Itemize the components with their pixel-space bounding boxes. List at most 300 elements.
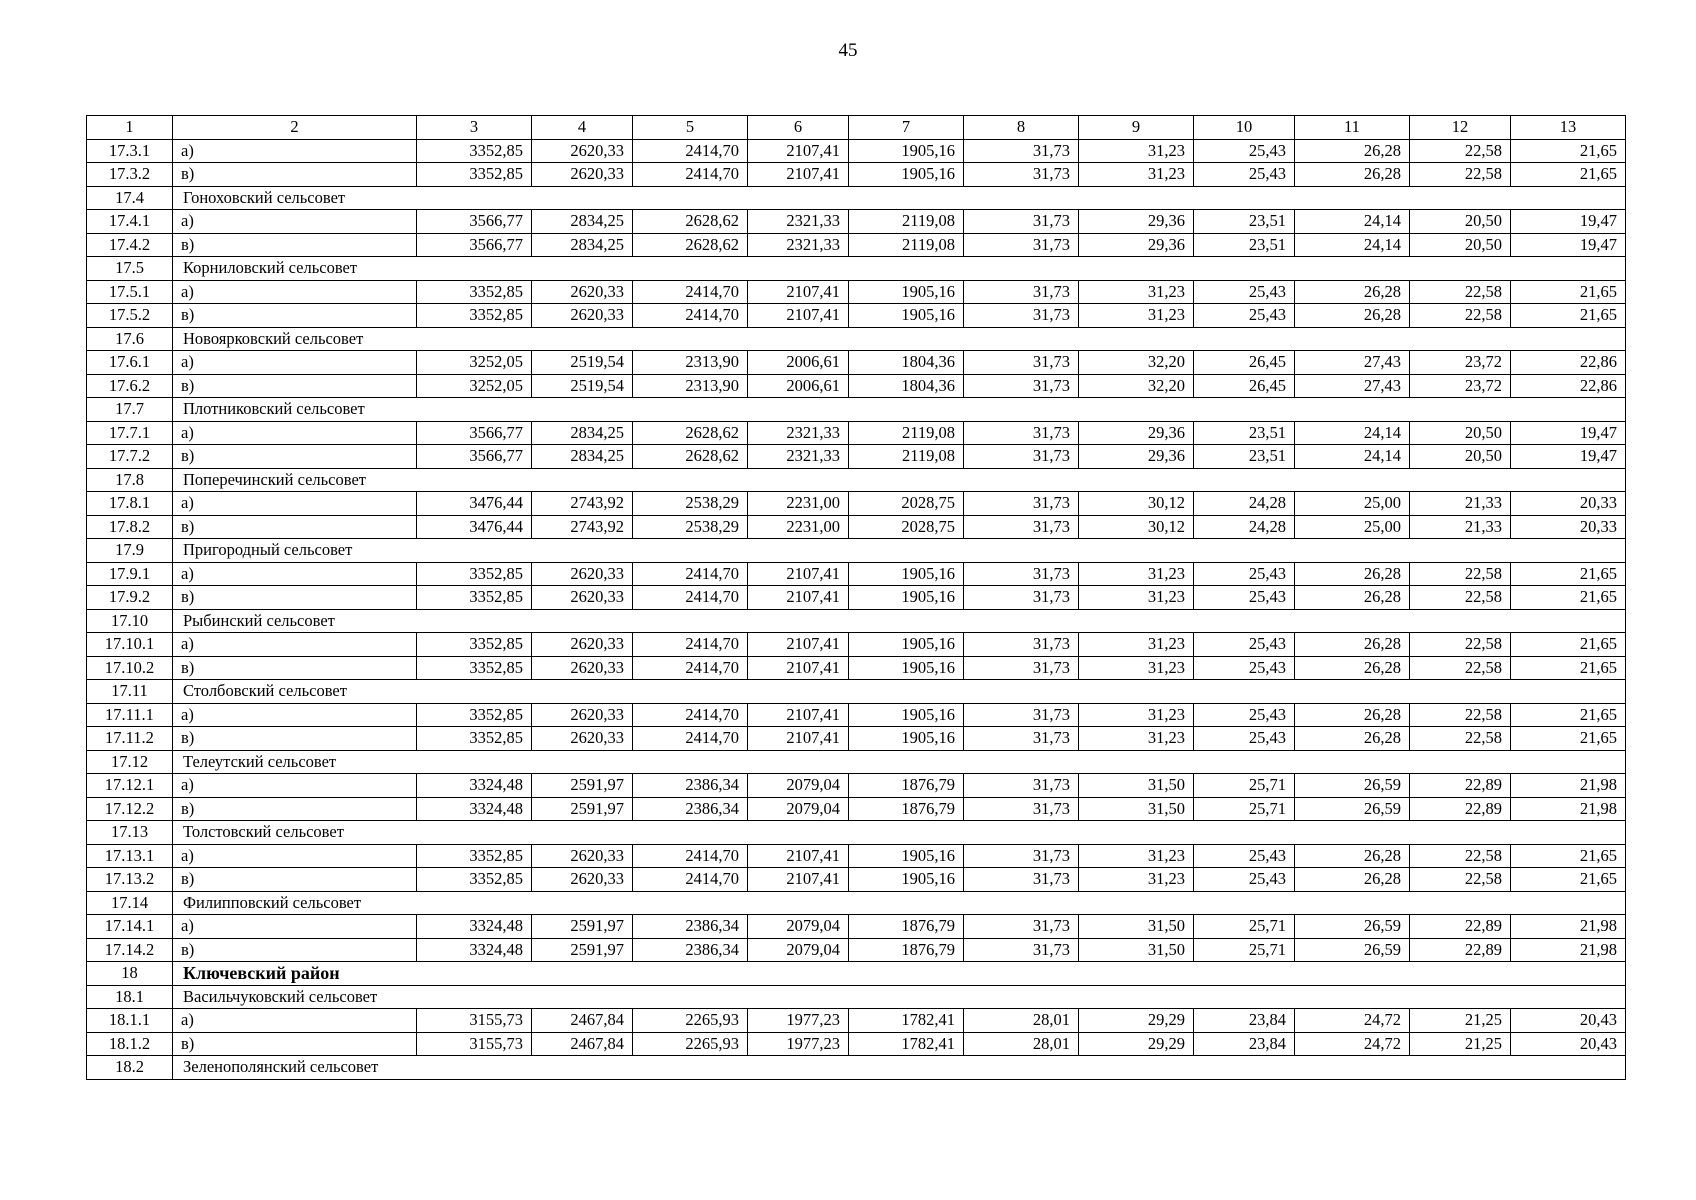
- section-title: Гоноховский сельсовет: [173, 186, 1626, 210]
- row-code: 17.4.1: [87, 210, 173, 234]
- table-cell: 26,28: [1295, 868, 1410, 892]
- table-cell: 2107,41: [748, 727, 849, 751]
- table-cell: 20,50: [1410, 233, 1511, 257]
- column-header: 9: [1079, 116, 1194, 140]
- table-cell: 3566,77: [417, 210, 532, 234]
- section-row: [87, 257, 1626, 281]
- table-cell: 25,43: [1194, 633, 1295, 657]
- row-label: а): [173, 562, 417, 586]
- section-title: Корниловский сельсовет: [173, 257, 1626, 281]
- table-cell: 1905,16: [849, 868, 964, 892]
- table-row: [87, 703, 1626, 727]
- table-cell: 3352,85: [417, 562, 532, 586]
- table-cell: 31,73: [964, 703, 1079, 727]
- table-cell: 21,65: [1511, 727, 1626, 751]
- column-header: 10: [1194, 116, 1295, 140]
- table-row: [87, 280, 1626, 304]
- table-cell: 2386,34: [633, 774, 748, 798]
- table-cell: 3352,85: [417, 163, 532, 187]
- table-cell: 2519,54: [532, 374, 633, 398]
- table-cell: 2313,90: [633, 351, 748, 375]
- row-label: в): [173, 797, 417, 821]
- row-code: 17.10.2: [87, 656, 173, 680]
- table-cell: 2107,41: [748, 304, 849, 328]
- table-cell: 20,50: [1410, 421, 1511, 445]
- table-body: [87, 116, 1626, 1080]
- table-cell: 31,73: [964, 915, 1079, 939]
- table-cell: 2591,97: [532, 797, 633, 821]
- table-cell: 2119,08: [849, 233, 964, 257]
- table-cell: 22,58: [1410, 656, 1511, 680]
- row-label: а): [173, 139, 417, 163]
- table-cell: 3252,05: [417, 374, 532, 398]
- table-cell: 2591,97: [532, 938, 633, 962]
- table-cell: 24,14: [1295, 445, 1410, 469]
- table-cell: 2414,70: [633, 656, 748, 680]
- table-row: [87, 304, 1626, 328]
- table-cell: 31,50: [1079, 938, 1194, 962]
- table-cell: 2620,33: [532, 304, 633, 328]
- row-code: 17.10: [87, 609, 173, 633]
- section-row: [87, 609, 1626, 633]
- table-cell: 1782,41: [849, 1032, 964, 1056]
- table-cell: 2414,70: [633, 727, 748, 751]
- table-cell: 19,47: [1511, 445, 1626, 469]
- table-cell: 31,73: [964, 797, 1079, 821]
- section-title: Столбовский сельсовет: [173, 680, 1626, 704]
- table-cell: 3352,85: [417, 703, 532, 727]
- table-cell: 22,89: [1410, 938, 1511, 962]
- table-cell: 31,23: [1079, 562, 1194, 586]
- table-cell: 20,33: [1511, 515, 1626, 539]
- table-cell: 22,58: [1410, 844, 1511, 868]
- table-cell: 2620,33: [532, 633, 633, 657]
- table-cell: 31,23: [1079, 586, 1194, 610]
- section-row: [87, 821, 1626, 845]
- table-cell: 2414,70: [633, 586, 748, 610]
- table-cell: 31,23: [1079, 139, 1194, 163]
- table-cell: 21,33: [1410, 515, 1511, 539]
- table-cell: 26,28: [1295, 727, 1410, 751]
- table-cell: 23,51: [1194, 445, 1295, 469]
- table-cell: 31,73: [964, 844, 1079, 868]
- section-title: Телеутский сельсовет: [173, 750, 1626, 774]
- table-cell: 25,43: [1194, 844, 1295, 868]
- table-cell: 1905,16: [849, 163, 964, 187]
- row-label: в): [173, 868, 417, 892]
- table-cell: 1905,16: [849, 562, 964, 586]
- section-row: [87, 327, 1626, 351]
- section-row: [87, 891, 1626, 915]
- table-cell: 31,23: [1079, 703, 1194, 727]
- table-cell: 1905,16: [849, 703, 964, 727]
- table-row: [87, 844, 1626, 868]
- row-label: а): [173, 1009, 417, 1033]
- table-cell: 3352,85: [417, 656, 532, 680]
- table-cell: 3324,48: [417, 915, 532, 939]
- row-code: 17.7: [87, 398, 173, 422]
- row-code: 17.14: [87, 891, 173, 915]
- table-row: [87, 445, 1626, 469]
- table-cell: 31,23: [1079, 656, 1194, 680]
- table-cell: 1876,79: [849, 797, 964, 821]
- table-cell: 23,84: [1194, 1009, 1295, 1033]
- table-row: [87, 492, 1626, 516]
- table-cell: 31,23: [1079, 280, 1194, 304]
- section-row: [87, 985, 1626, 1009]
- row-code: 17.7.1: [87, 421, 173, 445]
- table-cell: 31,23: [1079, 163, 1194, 187]
- table-row: [87, 586, 1626, 610]
- table-cell: 3566,77: [417, 233, 532, 257]
- table-cell: 2107,41: [748, 562, 849, 586]
- column-header: 4: [532, 116, 633, 140]
- table-cell: 1905,16: [849, 586, 964, 610]
- table-cell: 2107,41: [748, 633, 849, 657]
- section-row: [87, 1056, 1626, 1080]
- row-code: 17.13.1: [87, 844, 173, 868]
- table-cell: 3324,48: [417, 774, 532, 798]
- table-cell: 22,58: [1410, 868, 1511, 892]
- table-cell: 2591,97: [532, 774, 633, 798]
- table-row: [87, 374, 1626, 398]
- row-code: 17.4.2: [87, 233, 173, 257]
- table-cell: 31,23: [1079, 727, 1194, 751]
- table-row: [87, 515, 1626, 539]
- table-cell: 21,65: [1511, 868, 1626, 892]
- table-cell: 20,43: [1511, 1009, 1626, 1033]
- table-cell: 3476,44: [417, 515, 532, 539]
- table-cell: 26,59: [1295, 938, 1410, 962]
- table-cell: 2834,25: [532, 233, 633, 257]
- table-cell: 3252,05: [417, 351, 532, 375]
- table-cell: 22,58: [1410, 633, 1511, 657]
- table-row: [87, 1009, 1626, 1033]
- header-row: [87, 116, 1626, 140]
- table-cell: 31,73: [964, 492, 1079, 516]
- table-cell: 1905,16: [849, 844, 964, 868]
- table-cell: 27,43: [1295, 374, 1410, 398]
- table-cell: 21,65: [1511, 703, 1626, 727]
- table-cell: 25,43: [1194, 280, 1295, 304]
- row-label: а): [173, 210, 417, 234]
- row-label: в): [173, 586, 417, 610]
- table-cell: 2620,33: [532, 868, 633, 892]
- table-cell: 26,28: [1295, 633, 1410, 657]
- table-cell: 31,73: [964, 586, 1079, 610]
- table-cell: 24,72: [1295, 1032, 1410, 1056]
- table-cell: 2743,92: [532, 492, 633, 516]
- table-cell: 32,20: [1079, 374, 1194, 398]
- table-cell: 1905,16: [849, 633, 964, 657]
- table-cell: 2079,04: [748, 915, 849, 939]
- table-row: [87, 774, 1626, 798]
- table-cell: 1876,79: [849, 938, 964, 962]
- table-cell: 2628,62: [633, 233, 748, 257]
- table-cell: 24,28: [1194, 515, 1295, 539]
- table-cell: 19,47: [1511, 210, 1626, 234]
- tariff-table: [86, 115, 1626, 1080]
- table-cell: 26,28: [1295, 562, 1410, 586]
- table-cell: 22,89: [1410, 797, 1511, 821]
- table-cell: 2620,33: [532, 703, 633, 727]
- row-label: в): [173, 515, 417, 539]
- table-cell: 2538,29: [633, 515, 748, 539]
- table-cell: 31,73: [964, 139, 1079, 163]
- table-cell: 1977,23: [748, 1009, 849, 1033]
- table-cell: 25,43: [1194, 656, 1295, 680]
- column-header: 6: [748, 116, 849, 140]
- table-cell: 3352,85: [417, 139, 532, 163]
- table-cell: 1876,79: [849, 915, 964, 939]
- table-cell: 25,43: [1194, 727, 1295, 751]
- table-cell: 2414,70: [633, 562, 748, 586]
- table-cell: 29,36: [1079, 421, 1194, 445]
- table-cell: 2006,61: [748, 351, 849, 375]
- table-cell: 23,51: [1194, 210, 1295, 234]
- table-cell: 30,12: [1079, 492, 1194, 516]
- table-cell: 22,58: [1410, 586, 1511, 610]
- row-label: в): [173, 727, 417, 751]
- table-cell: 21,65: [1511, 562, 1626, 586]
- table-cell: 2620,33: [532, 280, 633, 304]
- table-cell: 22,86: [1511, 351, 1626, 375]
- table-cell: 2620,33: [532, 656, 633, 680]
- row-label: а): [173, 703, 417, 727]
- table-cell: 21,25: [1410, 1032, 1511, 1056]
- table-cell: 2414,70: [633, 844, 748, 868]
- table-cell: 24,28: [1194, 492, 1295, 516]
- table-cell: 31,73: [964, 163, 1079, 187]
- table-cell: 23,84: [1194, 1032, 1295, 1056]
- table-cell: 25,71: [1194, 797, 1295, 821]
- table-cell: 25,43: [1194, 139, 1295, 163]
- table-cell: 29,36: [1079, 233, 1194, 257]
- table-cell: 2119,08: [849, 210, 964, 234]
- table-cell: 25,71: [1194, 938, 1295, 962]
- row-code: 17.10.1: [87, 633, 173, 657]
- table-cell: 2628,62: [633, 421, 748, 445]
- row-code: 17.9: [87, 539, 173, 563]
- row-label: в): [173, 938, 417, 962]
- table-cell: 2467,84: [532, 1032, 633, 1056]
- row-code: 17.3.1: [87, 139, 173, 163]
- table-cell: 22,89: [1410, 774, 1511, 798]
- table-cell: 1905,16: [849, 280, 964, 304]
- table-cell: 3324,48: [417, 797, 532, 821]
- table-cell: 26,28: [1295, 586, 1410, 610]
- table-cell: 2028,75: [849, 492, 964, 516]
- table-cell: 2321,33: [748, 445, 849, 469]
- table-cell: 2414,70: [633, 868, 748, 892]
- table-cell: 22,58: [1410, 163, 1511, 187]
- row-label: а): [173, 492, 417, 516]
- table-cell: 23,51: [1194, 233, 1295, 257]
- table-cell: 24,14: [1295, 210, 1410, 234]
- column-header: 12: [1410, 116, 1511, 140]
- table-cell: 22,89: [1410, 915, 1511, 939]
- table-cell: 2079,04: [748, 774, 849, 798]
- table-cell: 20,43: [1511, 1032, 1626, 1056]
- row-code: 18: [87, 962, 173, 986]
- table-cell: 1804,36: [849, 374, 964, 398]
- table-cell: 22,58: [1410, 703, 1511, 727]
- table-cell: 28,01: [964, 1032, 1079, 1056]
- table-row: [87, 139, 1626, 163]
- table-cell: 31,23: [1079, 844, 1194, 868]
- table-cell: 2414,70: [633, 703, 748, 727]
- table-cell: 2414,70: [633, 280, 748, 304]
- table-cell: 26,28: [1295, 139, 1410, 163]
- section-title: Плотниковский сельсовет: [173, 398, 1626, 422]
- section-title: Новоярковский сельсовет: [173, 327, 1626, 351]
- table-cell: 23,72: [1410, 351, 1511, 375]
- table-cell: 20,50: [1410, 210, 1511, 234]
- row-code: 17.9.1: [87, 562, 173, 586]
- table-cell: 2467,84: [532, 1009, 633, 1033]
- table-cell: 31,23: [1079, 868, 1194, 892]
- table-cell: 31,50: [1079, 797, 1194, 821]
- table-cell: 25,43: [1194, 562, 1295, 586]
- row-code: 17.12.1: [87, 774, 173, 798]
- table-cell: 2620,33: [532, 139, 633, 163]
- table-cell: 31,23: [1079, 304, 1194, 328]
- table-cell: 25,00: [1295, 515, 1410, 539]
- column-header: 3: [417, 116, 532, 140]
- table-cell: 24,14: [1295, 421, 1410, 445]
- table-row: [87, 562, 1626, 586]
- table-cell: 21,98: [1511, 774, 1626, 798]
- table-cell: 22,58: [1410, 562, 1511, 586]
- table-row: [87, 797, 1626, 821]
- row-code: 17.13.2: [87, 868, 173, 892]
- table-cell: 2743,92: [532, 515, 633, 539]
- row-label: в): [173, 1032, 417, 1056]
- section-title: Поперечинский сельсовет: [173, 468, 1626, 492]
- table-cell: 31,73: [964, 351, 1079, 375]
- table-cell: 2386,34: [633, 938, 748, 962]
- row-label: а): [173, 351, 417, 375]
- section-title: Филипповский сельсовет: [173, 891, 1626, 915]
- table-cell: 2265,93: [633, 1009, 748, 1033]
- table-cell: 25,71: [1194, 915, 1295, 939]
- table-cell: 2386,34: [633, 915, 748, 939]
- table-cell: 29,29: [1079, 1032, 1194, 1056]
- table-cell: 31,73: [964, 210, 1079, 234]
- table-cell: 26,59: [1295, 915, 1410, 939]
- row-code: 17.8.2: [87, 515, 173, 539]
- table-cell: 22,86: [1511, 374, 1626, 398]
- table-cell: 2231,00: [748, 515, 849, 539]
- column-header: 11: [1295, 116, 1410, 140]
- table-cell: 25,43: [1194, 868, 1295, 892]
- table-cell: 3155,73: [417, 1032, 532, 1056]
- table-cell: 29,36: [1079, 210, 1194, 234]
- table-cell: 31,73: [964, 868, 1079, 892]
- row-code: 17.8.1: [87, 492, 173, 516]
- table-cell: 31,73: [964, 562, 1079, 586]
- table-cell: 3566,77: [417, 445, 532, 469]
- table-cell: 20,33: [1511, 492, 1626, 516]
- table-cell: 31,73: [964, 374, 1079, 398]
- column-header: 2: [173, 116, 417, 140]
- table-cell: 21,65: [1511, 139, 1626, 163]
- row-code: 17.11.1: [87, 703, 173, 727]
- row-code: 17.6.2: [87, 374, 173, 398]
- row-code: 18.1.1: [87, 1009, 173, 1033]
- table-cell: 2265,93: [633, 1032, 748, 1056]
- table-cell: 25,43: [1194, 586, 1295, 610]
- table-cell: 2107,41: [748, 139, 849, 163]
- table-row: [87, 233, 1626, 257]
- row-code: 17.5.1: [87, 280, 173, 304]
- row-code: 17.13: [87, 821, 173, 845]
- table-cell: 2620,33: [532, 727, 633, 751]
- table-cell: 1905,16: [849, 727, 964, 751]
- section-title: Рыбинский сельсовет: [173, 609, 1626, 633]
- table-cell: 21,33: [1410, 492, 1511, 516]
- table-cell: 30,12: [1079, 515, 1194, 539]
- row-label: а): [173, 915, 417, 939]
- table-row: [87, 421, 1626, 445]
- table-cell: 2321,33: [748, 421, 849, 445]
- table-cell: 3566,77: [417, 421, 532, 445]
- table-cell: 2006,61: [748, 374, 849, 398]
- table-cell: 27,43: [1295, 351, 1410, 375]
- table-cell: 2231,00: [748, 492, 849, 516]
- table-cell: 1804,36: [849, 351, 964, 375]
- table-cell: 25,43: [1194, 703, 1295, 727]
- table-cell: 31,73: [964, 280, 1079, 304]
- table-row: [87, 656, 1626, 680]
- column-header: 7: [849, 116, 964, 140]
- table-cell: 22,58: [1410, 139, 1511, 163]
- table-cell: 31,73: [964, 515, 1079, 539]
- row-label: а): [173, 844, 417, 868]
- table-cell: 25,43: [1194, 304, 1295, 328]
- table-cell: 1905,16: [849, 139, 964, 163]
- table-cell: 21,98: [1511, 797, 1626, 821]
- table-cell: 21,65: [1511, 163, 1626, 187]
- table-cell: 21,98: [1511, 938, 1626, 962]
- table-cell: 21,65: [1511, 586, 1626, 610]
- table-cell: 31,73: [964, 774, 1079, 798]
- table-cell: 2628,62: [633, 445, 748, 469]
- row-label: в): [173, 656, 417, 680]
- table-cell: 31,73: [964, 633, 1079, 657]
- table-cell: 2386,34: [633, 797, 748, 821]
- table-cell: 2079,04: [748, 797, 849, 821]
- table-cell: 3352,85: [417, 586, 532, 610]
- table-cell: 3476,44: [417, 492, 532, 516]
- table-cell: 3352,85: [417, 280, 532, 304]
- table-cell: 2119,08: [849, 445, 964, 469]
- table-cell: 29,36: [1079, 445, 1194, 469]
- table-cell: 21,65: [1511, 633, 1626, 657]
- section-row: [87, 750, 1626, 774]
- row-code: 17.5.2: [87, 304, 173, 328]
- table-cell: 2834,25: [532, 421, 633, 445]
- table-row: [87, 351, 1626, 375]
- table-cell: 3352,85: [417, 304, 532, 328]
- section-title: Толстовский сельсовет: [173, 821, 1626, 845]
- table-cell: 22,58: [1410, 727, 1511, 751]
- table-cell: 21,65: [1511, 844, 1626, 868]
- table-cell: 2414,70: [633, 163, 748, 187]
- section-title: Васильчуковский сельсовет: [173, 985, 1626, 1009]
- row-code: 17.3.2: [87, 163, 173, 187]
- table-cell: 25,43: [1194, 163, 1295, 187]
